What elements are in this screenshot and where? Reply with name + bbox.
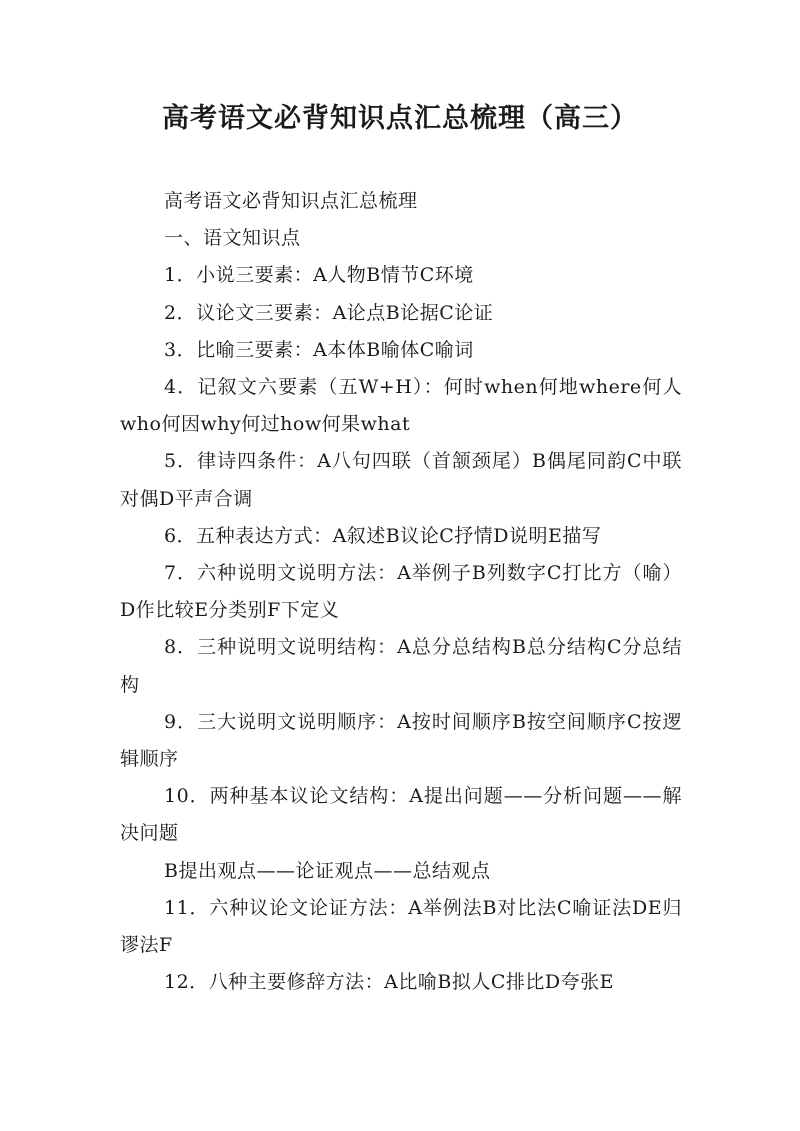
list-item: 11．六种议论文论证方法：A举例法B对比法C喻证法DE归谬法F [120,896,682,957]
paragraph-subtitle: 高考语文必背知识点汇总梳理 [164,190,418,212]
list-item: 7．六种说明文说明方法：A举例子B列数字C打比方（喻）D作比较E分类别F下定义 [120,562,682,622]
document-body [120,183,682,1001]
list-item: 9．三大说明文说明顺序：A按时间顺序B按空间顺序C按逻辑顺序 [120,710,682,771]
document-title: 高考语文必背知识点汇总梳理（高三） [162,103,638,134]
list-item: 1．小说三要素：A人物B情节C环境 [164,264,474,287]
section-heading: 一、语文知识点 [164,227,301,250]
list-item: 6．五种表达方式：A叙述B议论C抒情D说明E描写 [164,524,602,547]
list-item: 3．比喻三要素：A本体B喻体C喻词 [164,338,474,361]
list-item: 10．两种基本议论文结构：A提出问题——分析问题——解决问题 [120,785,682,845]
list-item: 4．记叙文六要素（五W+H）：何时when何地where何人who何因why何过how何果what [120,376,682,436]
list-item: 5．律诗四条件：A八句四联（首颔颈尾）B偶尾同韵C中联对偶D平声合调 [120,450,682,510]
list-item: 8．三种说明文说明结构：A总分总结构B总分结构C分总结构 [120,636,682,696]
list-item: 12．八种主要修辞方法：A比喻B拟人C排比D夸张E [164,971,615,994]
list-item-continuation: B提出观点——论证观点——总结观点 [164,859,491,882]
list-item: 2．议论文三要素：A论点B论据C论证 [164,301,494,324]
